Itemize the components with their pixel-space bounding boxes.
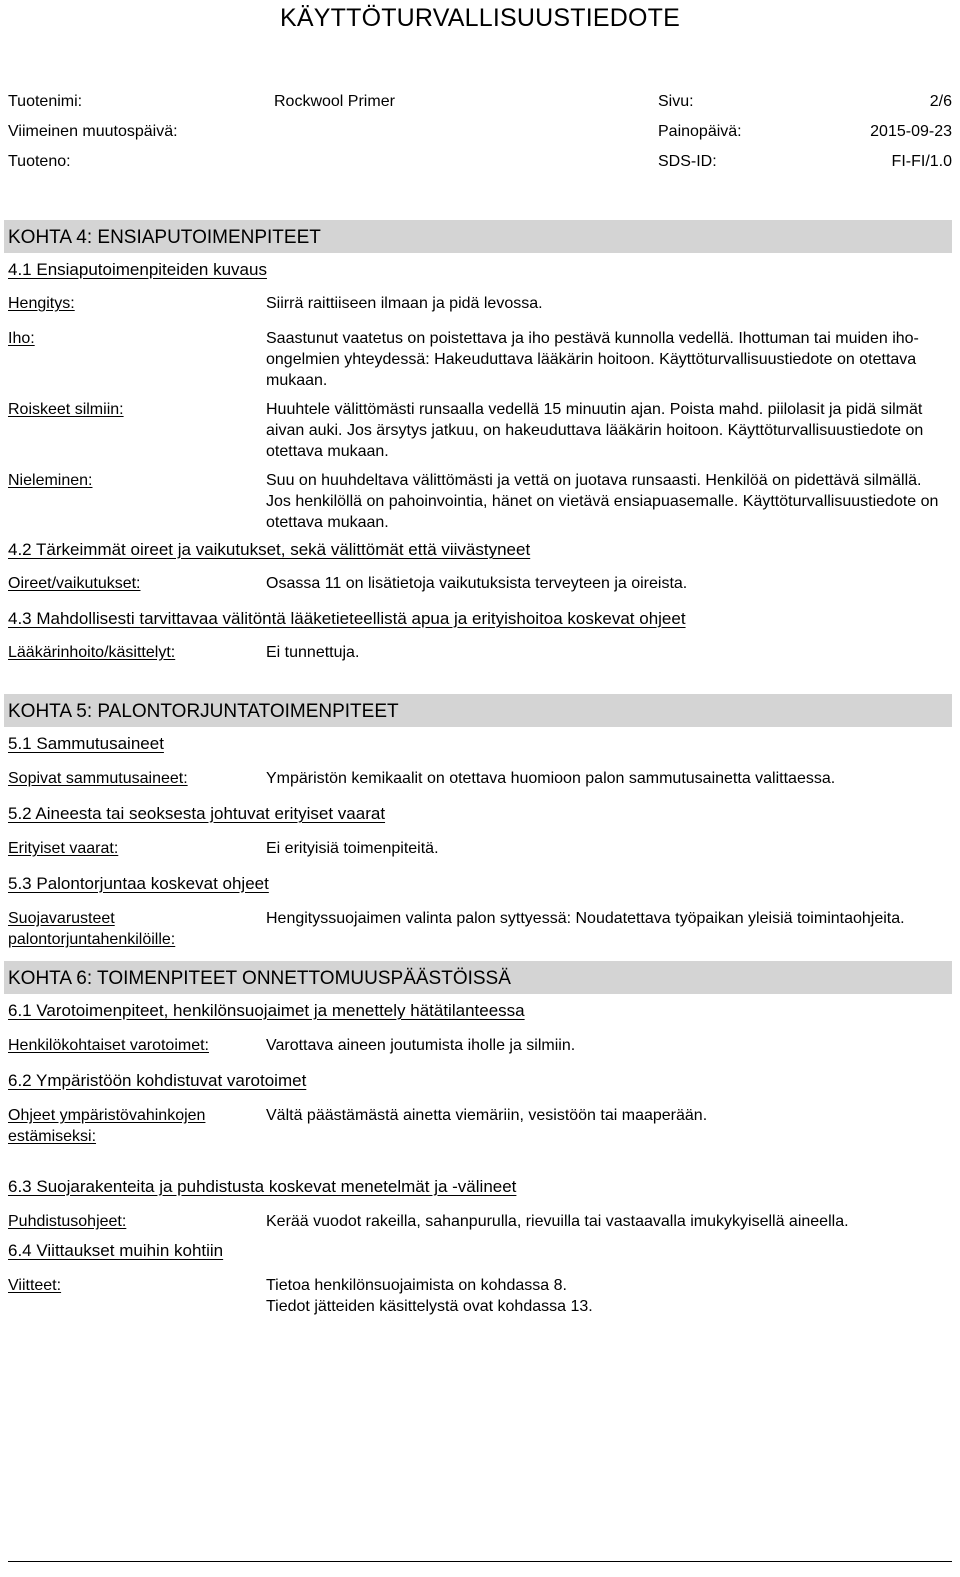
reference-line: Tietoa henkilönsuojaimista on kohdassa 8. — [266, 1277, 567, 1294]
subsection-5-2-title: 5.2 Aineesta tai seoksesta johtuvat erityiset vaarat — [8, 804, 386, 823]
row-breathing — [0, 293, 960, 314]
row-value: Ympäristön kemikaalit on otettava huomioon palon sammutusainetta valittaessa. — [266, 770, 836, 787]
subsection-6-3-title: 6.3 Suojarakenteita ja puhdistusta koskevat menetelmät ja -välineet — [8, 1177, 517, 1196]
product-name: Rockwool Primer — [274, 93, 395, 110]
row-value: Saastunut vaatetus on poistettava ja iho pestävä kunnolla vedellä. Ihottuman tai muiden iho-ongelmien yhteydessä: Hakeuduttava lääkärin hoitoon. Käyttöturvallisuustiedote on otettava mukaan. — [266, 330, 919, 389]
subsection-6-2-title: 6.2 Ympäristöön kohdistuvat varotoimet — [8, 1071, 307, 1090]
row-label: Nieleminen: — [8, 472, 93, 489]
row-environmental-precautions — [0, 1105, 960, 1168]
row-label: Viitteet: — [8, 1277, 62, 1294]
row-value: Ei erityisiä toimenpiteitä. — [266, 840, 439, 857]
header-row-3 — [8, 151, 952, 181]
section-5-title: KOHTA 5: PALONTORJUNTATOIMENPITEET — [4, 694, 952, 727]
row-label: Oireet/vaikutukset: — [8, 575, 141, 592]
row-value: Varottava aineen joutumista iholle ja silmiin. — [266, 1037, 576, 1054]
row-value: Suu on huuhdeltava välittömästi ja vettä on juotava runsaasti. Henkilöä on pidettävä silmällä. Jos henkilöllä on pahoinvointia, hänet on vietävä ensiapuasemalle. Käyttöturvallisuustiedote on otettava mukaan. — [266, 472, 939, 531]
row-ingestion — [0, 470, 960, 533]
row-label: Ohjeet ympäristövahinkojen estämiseksi: — [8, 1107, 206, 1145]
page-label: Sivu: — [658, 93, 694, 110]
row-value — [266, 1275, 946, 1317]
document-body — [0, 220, 960, 1317]
row-value: Osassa 11 on lisätietoja vaikutuksista terveyteen ja oireista. — [266, 575, 688, 592]
subsection-5-3-title: 5.3 Palontorjuntaa koskevat ohjeet — [8, 874, 269, 893]
reference-line: Tiedot jätteiden käsittelystä ovat kohdassa 13. — [266, 1298, 593, 1315]
sds-id: FI-FI/1.0 — [891, 153, 952, 170]
subsection-6-1-title: 6.1 Varotoimenpiteet, henkilönsuojaimet ja menettely hätätilanteessa — [8, 1001, 525, 1020]
row-firefighter-equipment — [0, 908, 960, 948]
product-name-label: Tuotenimi: — [8, 93, 83, 110]
print-date: 2015-09-23 — [870, 123, 952, 140]
row-value: Ei tunnettuja. — [266, 644, 360, 661]
row-value: Hengityssuojaimen valinta palon syttyessä: Noudatettava työpaikan yleisiä toimintaohjeita. — [266, 910, 905, 927]
row-extinguishing-media — [0, 768, 960, 789]
section-6-title: KOHTA 6: TOIMENPITEET ONNETTOMUUSPÄÄSTÖISSÄ — [4, 961, 952, 994]
sds-id-label: SDS-ID: — [658, 153, 717, 170]
row-symptoms — [0, 573, 960, 594]
row-label: Hengitys: — [8, 295, 75, 312]
subsection-4-3-title: 4.3 Mahdollisesti tarvittavaa välitöntä lääketieteellistä apua ja erityishoitoa koskevat ohjeet — [8, 609, 686, 628]
row-special-hazards — [0, 838, 960, 859]
row-label: Iho: — [8, 330, 35, 347]
row-skin — [0, 328, 960, 391]
subsection-4-1-title: 4.1 Ensiaputoimenpiteiden kuvaus — [8, 260, 267, 279]
page-number: 2/6 — [929, 93, 952, 110]
subsection-5-1-title: 5.1 Sammutusaineet — [8, 734, 164, 753]
document-title: KÄYTTÖTURVALLISUUSTIEDOTE — [280, 4, 680, 32]
last-modified-label: Viimeinen muutospäivä: — [8, 123, 178, 140]
row-label: Roiskeet silmiin: — [8, 401, 124, 418]
print-date-label: Painopäivä: — [658, 123, 742, 140]
row-value: Huuhtele välittömästi runsaalla vedellä 15 minuutin ajan. Poista mahd. piilolasit ja pidä silmät aivan auki. Jos ärsytys jatkuu, on hakeuduttava lääkärin hoitoon. Käyttöturvallisuustiedote on otettava mukaan. — [266, 401, 924, 460]
header-row-2 — [8, 121, 952, 151]
row-value: Vältä päästämästä ainetta viemäriin, vesistöön tai maaperään. — [266, 1107, 708, 1124]
row-eyes — [0, 399, 960, 462]
row-label: Henkilökohtaiset varotoimet: — [8, 1037, 209, 1054]
row-cleanup-methods — [0, 1211, 960, 1232]
product-no-label: Tuoteno: — [8, 153, 71, 170]
row-value: Kerää vuodot rakeilla, sahanpurulla, rievuilla tai vastaavalla imukykyisellä aineella. — [266, 1213, 849, 1230]
row-label: Suojavarusteet palontorjuntahenkilöille: — [8, 910, 176, 948]
header-row-1 — [8, 91, 952, 121]
row-personal-precautions — [0, 1035, 960, 1056]
document-header — [8, 91, 952, 171]
subsection-6-4-title: 6.4 Viittaukset muihin kohtiin — [8, 1241, 224, 1260]
row-label: Lääkärinhoito/käsittelyt: — [8, 644, 176, 661]
row-label: Sopivat sammutusaineet: — [8, 770, 188, 787]
subsection-4-2-title: 4.2 Tärkeimmät oireet ja vaikutukset, sekä välittömät että viivästyneet — [8, 540, 531, 559]
row-label: Erityiset vaarat: — [8, 840, 119, 857]
row-medical-treatment — [0, 642, 960, 663]
row-value: Siirrä raittiiseen ilmaan ja pidä levossa. — [266, 295, 543, 312]
row-references — [0, 1275, 960, 1317]
footer-divider — [8, 1561, 952, 1562]
row-label: Puhdistusohjeet: — [8, 1213, 127, 1230]
section-4-title: KOHTA 4: ENSIAPUTOIMENPITEET — [4, 220, 952, 253]
